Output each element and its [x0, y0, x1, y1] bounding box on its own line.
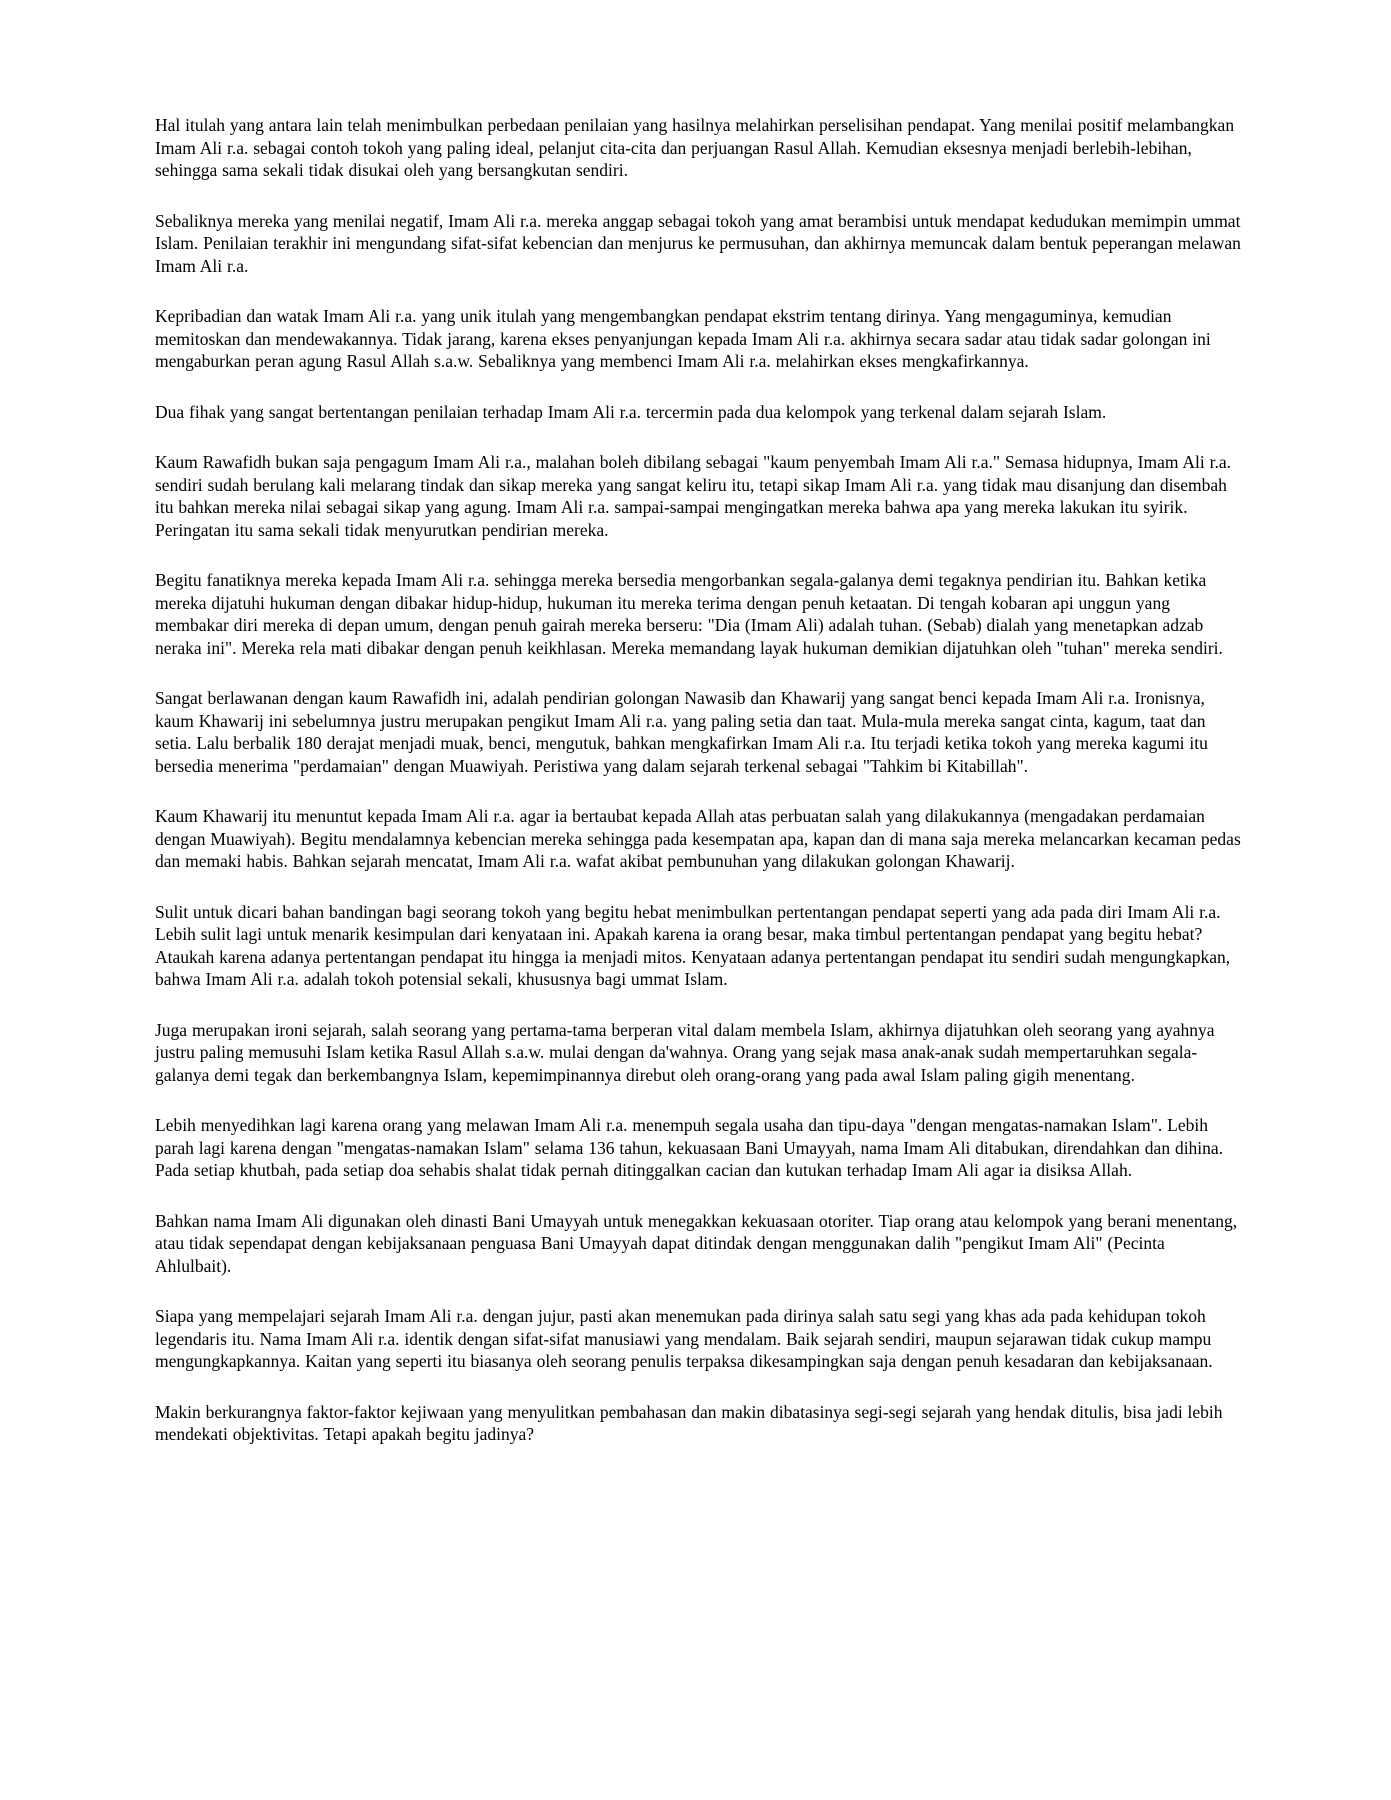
paragraph: Lebih menyedihkan lagi karena orang yang melawan Imam Ali r.a. menempuh segala usaha dan tipu-daya "dengan mengatas-namakan Islam". Lebih parah lagi karena dengan "mengatas-namakan Islam" selama 136 tahun, kekuasaan Bani Umayyah, nama Imam Ali ditabukan, direndahkan dan dihina. Pada setiap khutbah, pada setiap doa sehabis shalat tidak pernah ditinggalkan cacian dan kutukan terhadap Imam Ali agar ia disiksa Allah. — [155, 1115, 1224, 1180]
paragraph: Kaum Rawafidh bukan saja pengagum Imam Ali r.a., malahan boleh dibilang sebagai "kaum penyembah Imam Ali r.a." Semasa hidupnya, Imam Ali r.a. sendiri sudah berulang kali melarang tindak dan sikap mereka yang sangat keliru itu, tetapi sikap Imam Ali r.a. yang tidak mau disanjung dan disembah itu bahkan mereka nilai sebagai sikap yang agung. Imam Ali r.a. sampai-sampai mengingatkan mereka bahwa apa yang mereka lakukan itu syirik. Peringatan itu sama sekali tidak menyurutkan pendirian mereka. — [155, 452, 1231, 540]
paragraph: Siapa yang mempelajari sejarah Imam Ali r.a. dengan jujur, pasti akan menemukan pada dirinya salah satu segi yang khas ada pada kehidupan tokoh legendaris itu. Nama Imam Ali r.a. identik dengan sifat-sifat manusiawi yang mendalam. Baik sejarah sendiri, maupun sejarawan tidak cukup mampu mengungkapkannya. Kaitan yang seperti itu biasanya oleh seorang penulis terpaksa dikesampingkan saja dengan penuh kesadaran dan kebijaksanaan. — [155, 1306, 1213, 1371]
paragraph: Makin berkurangnya faktor-faktor kejiwaan yang menyulitkan pembahasan dan makin dibatasinya segi-segi sejarah yang hendak ditulis, bisa jadi lebih mendekati objektivitas. Tetapi apakah begitu jadinya? — [155, 1401, 1223, 1444]
paragraph: Begitu fanatiknya mereka kepada Imam Ali r.a. sehingga mereka bersedia mengorbankan segala-galanya demi tegaknya pendirian itu. Bahkan ketika mereka dijatuhi hukuman dengan dibakar hidup-hidup, hukuman itu mereka terima dengan penuh ketaatan. Di tengah kobaran api unggun yang membakar diri mereka di depan umum, dengan penuh gairah mereka berseru: "Dia (Imam Ali) adalah tuhan. (Sebab) dialah yang menetapkan adzab neraka ini". Mereka rela mati dibakar dengan penuh keikhlasan. Mereka memandang layak hukuman demikian dijatuhkan oleh "tuhan" mereka sendiri. — [155, 570, 1223, 658]
paragraph: Kaum Khawarij itu menuntut kepada Imam Ali r.a. agar ia bertaubat kepada Allah atas perbuatan salah yang dilakukannya (mengadakan perdamaian dengan Muawiyah). Begitu mendalamnya kebencian mereka sehingga pada kesempatan apa, kapan dan di mana saja mereka melancarkan kecaman pedas dan memaki habis. Bahkan sejarah mencatat, Imam Ali r.a. wafat akibat pembunuhan yang dilakukan golongan Khawarij. — [155, 806, 1241, 871]
paragraph: Kepribadian dan watak Imam Ali r.a. yang unik itulah yang mengembangkan pendapat ekstrim tentang dirinya. Yang mengaguminya, kemudian memitoskan dan mendewakannya. Tidak jarang, karena ekses penyanjungan kepada Imam Ali r.a. akhirnya secara sadar atau tidak sadar golongan ini mengaburkan peran agung Rasul Allah s.a.w. Sebaliknya yang membenci Imam Ali r.a. melahirkan ekses mengkafirkannya. — [155, 306, 1211, 371]
paragraph: Sangat berlawanan dengan kaum Rawafidh ini, adalah pendirian golongan Nawasib dan Khawarij yang sangat benci kepada Imam Ali r.a. Ironisnya, kaum Khawarij ini sebelumnya justru merupakan pengikut Imam Ali r.a. yang paling setia dan taat. Mula-mula mereka sangat cinta, kagum, taat dan setia. Lalu berbalik 180 derajat menjadi muak, benci, mengutuk, bahkan mengkafirkan Imam Ali r.a. Itu terjadi ketika tokoh yang mereka kagumi itu bersedia menerima "perdamaian" dengan Muawiyah. Peristiwa yang dalam sejarah terkenal sebagai "Tahkim bi Kitabillah". — [155, 688, 1208, 776]
document-body — [155, 114, 1241, 1446]
paragraph: Sulit untuk dicari bahan bandingan bagi seorang tokoh yang begitu hebat menimbulkan pertentangan pendapat seperti yang ada pada diri Imam Ali r.a. Lebih sulit lagi untuk menarik kesimpulan dari kenyataan ini. Apakah karena ia orang besar, maka timbul pertentangan pendapat yang begitu hebat? Ataukah karena adanya pertentangan pendapat itu hingga ia menjadi mitos. Kenyataan adanya pertentangan pendapat itu sendiri sudah mengungkapkan, bahwa Imam Ali r.a. adalah tokoh potensial sekali, khususnya bagi ummat Islam. — [155, 901, 1231, 989]
paragraph: Sebaliknya mereka yang menilai negatif, Imam Ali r.a. mereka anggap sebagai tokoh yang amat berambisi untuk mendapat kedudukan memimpin ummat Islam. Penilaian terakhir ini mengundang sifat-sifat kebencian dan menjurus ke permusuhan, dan akhirnya memuncak dalam bentuk peperangan melawan Imam Ali r.a. — [155, 210, 1241, 276]
paragraph: Hal itulah yang antara lain telah menimbulkan perbedaan penilaian yang hasilnya melahirkan perselisihan pendapat. Yang menilai positif melambangkan Imam Ali r.a. sebagai contoh tokoh yang paling ideal, pelanjut cita-cita dan perjuangan Rasul Allah. Kemudian eksesnya menjadi berlebih-lebihan, sehingga sama sekali tidak disukai oleh yang bersangkutan sendiri. — [155, 115, 1235, 180]
paragraph: Dua fihak yang sangat bertentangan penilaian terhadap Imam Ali r.a. tercermin pada dua kelompok yang terkenal dalam sejarah Islam. — [155, 401, 1107, 422]
paragraph: Juga merupakan ironi sejarah, salah seorang yang pertama-tama berperan vital dalam membela Islam, akhirnya dijatuhkan oleh seorang yang ayahnya justru paling memusuhi Islam ketika Rasul Allah s.a.w. mulai dengan da'wahnya. Orang yang sejak masa anak-anak sudah mempertaruhkan segala-galanya demi tegak dan berkembangnya Islam, kepemimpinannya direbut oleh orang-orang yang pada awal Islam paling gigih menentang. — [155, 1019, 1215, 1085]
paragraph: Bahkan nama Imam Ali digunakan oleh dinasti Bani Umayyah untuk menegakkan kekuasaan otoriter. Tiap orang atau kelompok yang berani menentang, atau tidak sependapat dengan kebijaksanaan penguasa Bani Umayyah dapat ditindak dengan menggunakan dalih "pengikut Imam Ali" (Pecinta Ahlulbait). — [155, 1210, 1238, 1276]
